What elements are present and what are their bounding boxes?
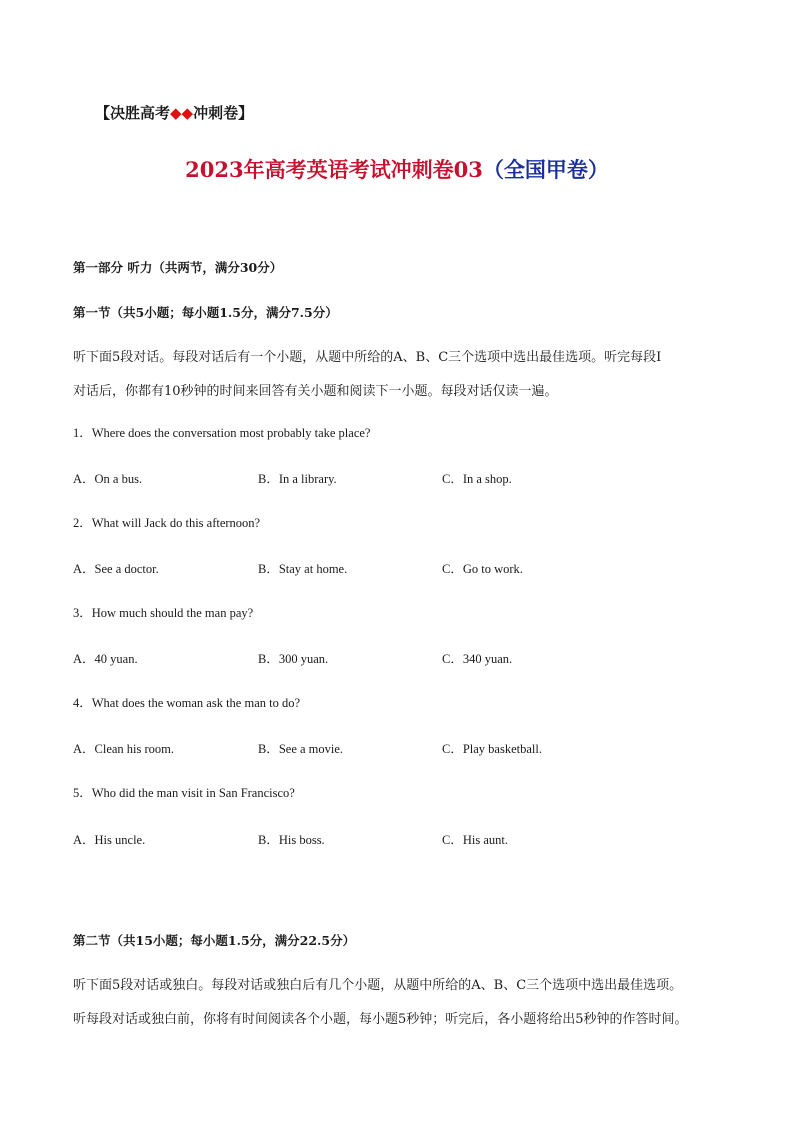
question-2-option-a: A．See a doctor. <box>73 562 159 576</box>
section1-heading: 第一节（共5小题；每小题1.5分，满分7.5分） <box>73 305 338 320</box>
section1-instructions-line2: 对话后，你都有10秒钟的时间来回答有关小题和阅读下一小题。每段对话仅读一遍。 <box>73 384 558 399</box>
question-1-option-a: A．On a bus. <box>73 472 143 486</box>
question-5-option-b: B．His boss. <box>258 833 325 847</box>
title-main: 2023年高考英语考试冲刺卷03 <box>185 157 483 182</box>
question-1-option-b: B．In a library. <box>258 472 337 486</box>
part1-heading: 第一部分 听力（共两节，满分30分） <box>73 260 283 275</box>
question-4-option-a: A．Clean his room. <box>73 742 175 756</box>
section2-instructions-line1: 听下面5段对话或独白。每段对话或独白后有几个小题，从题中所给的A、B、C三个选项中选出最佳选项。 <box>73 978 683 993</box>
question-2: 2．What will Jack do this afternoon? <box>73 516 261 530</box>
exam-series-tag <box>95 102 253 123</box>
question-3-option-a: A．40 yuan. <box>73 652 138 666</box>
question-4-option-b: B．See a movie. <box>258 742 344 756</box>
question-5-option-a: A．His uncle. <box>73 833 146 847</box>
tag-right-text: 冲刺卷】 <box>193 104 254 122</box>
title-paren: （全国甲卷） <box>482 158 609 182</box>
section2-instructions-line2: 听每段对话或独白前，你将有时间阅读各个小题，每小题5秒钟；听完后，各小题将给出5秒钟的作答时间。 <box>73 1012 688 1027</box>
question-1-option-c: C．In a shop. <box>442 472 512 486</box>
question-3: 3．How much should the man pay? <box>73 606 254 620</box>
question-2-option-b: B．Stay at home. <box>258 562 348 576</box>
question-4-option-c: C．Play basketball. <box>442 742 542 756</box>
question-4: 4．What does the woman ask the man to do? <box>73 696 301 710</box>
question-5: 5．Who did the man visit in San Francisco? <box>73 786 295 800</box>
question-3-option-c: C．340 yuan. <box>442 652 513 666</box>
section2-heading: 第二节（共15小题；每小题1.5分，满分22.5分） <box>73 933 356 948</box>
diamond-icon: ◆◆ <box>170 104 194 122</box>
page-title <box>0 154 794 184</box>
question-1: 1．Where does the conversation most probably take place? <box>73 426 371 440</box>
section1-instructions-line1: 听下面5段对话。每段对话后有一个小题，从题中所给的A、B、C三个选项中选出最佳选项。听完每段I <box>73 350 662 365</box>
question-2-option-c: C．Go to work. <box>442 562 523 576</box>
question-5-option-c: C．His aunt. <box>442 833 508 847</box>
question-3-option-b: B．300 yuan. <box>258 652 329 666</box>
tag-left-text: 【决胜高考 <box>95 104 171 122</box>
